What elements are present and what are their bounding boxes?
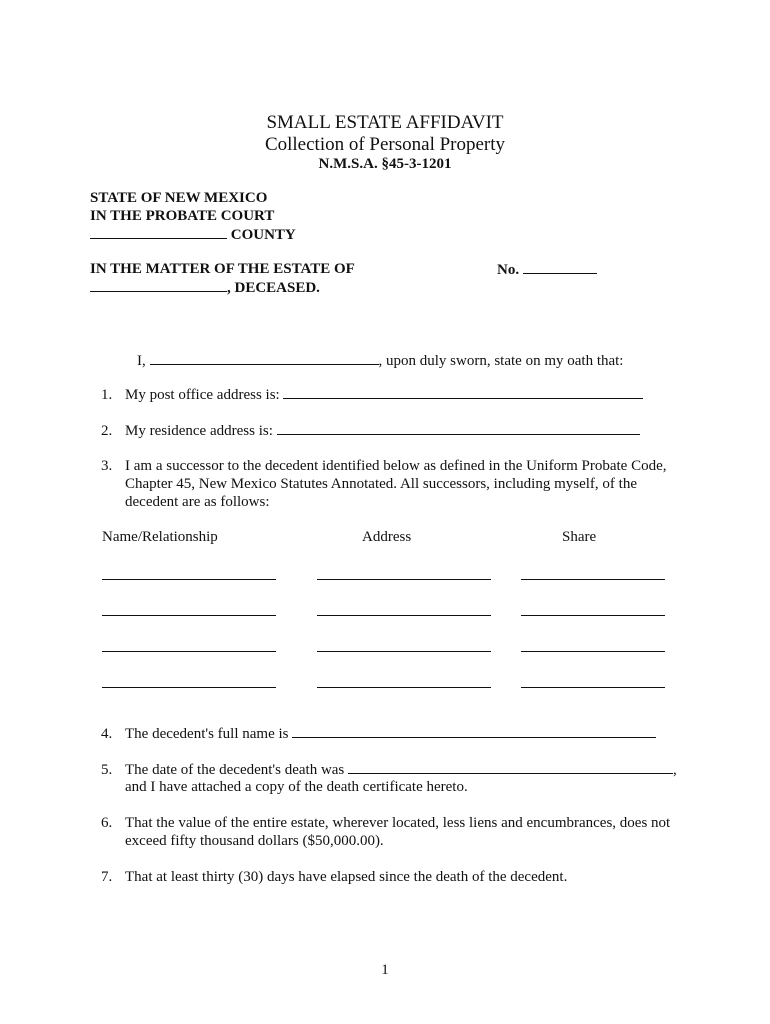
successor-row-4-share-blank[interactable] bbox=[521, 687, 665, 688]
court-line: IN THE PROBATE COURT bbox=[90, 208, 275, 224]
item-1 bbox=[101, 386, 643, 404]
successor-row-1-name-blank[interactable] bbox=[102, 579, 276, 580]
item-2-text: My residence address is: bbox=[125, 423, 273, 439]
item-3-number: 3. bbox=[101, 458, 113, 474]
residence-address-blank[interactable] bbox=[277, 422, 640, 435]
item-2-number: 2. bbox=[101, 423, 113, 439]
item-5-comma: , bbox=[673, 762, 677, 778]
item-3 bbox=[101, 458, 667, 475]
column-header-address: Address bbox=[362, 529, 412, 545]
successor-row-3-address-blank[interactable] bbox=[317, 651, 491, 652]
estate-matter-line: IN THE MATTER OF THE ESTATE OF bbox=[90, 261, 355, 277]
deceased-label: , DECEASED. bbox=[227, 280, 320, 296]
item-4-text: The decedent's full name is bbox=[125, 726, 289, 742]
case-number-label: No. bbox=[497, 262, 520, 278]
item-7-text: That at least thirty (30) days have elapsed since the death of the decedent. bbox=[125, 869, 568, 885]
item-6-text-line-2: exceed fifty thousand dollars ($50,000.00). bbox=[125, 833, 384, 849]
case-number-line bbox=[497, 261, 597, 279]
item-3-text-line-2: Chapter 45, New Mexico Statutes Annotated. All successors, including myself, of the bbox=[125, 476, 637, 492]
form-title: SMALL ESTATE AFFIDAVIT bbox=[266, 112, 504, 133]
column-header-share: Share bbox=[562, 529, 597, 545]
county-label: COUNTY bbox=[230, 227, 296, 243]
item-1-text: My post office address is: bbox=[125, 387, 280, 403]
item-2 bbox=[101, 422, 640, 440]
item-6-number: 6. bbox=[101, 815, 113, 831]
decedent-full-name-blank[interactable] bbox=[292, 725, 656, 738]
successor-row-4-address-blank[interactable] bbox=[317, 687, 491, 688]
item-5 bbox=[101, 761, 677, 779]
item-7-number: 7. bbox=[101, 869, 113, 885]
item-5-text-line-1: The date of the decedent's death was bbox=[125, 762, 345, 778]
column-header-name: Name/Relationship bbox=[102, 529, 218, 545]
state-line: STATE OF NEW MEXICO bbox=[90, 190, 268, 206]
item-5-number: 5. bbox=[101, 762, 113, 778]
successor-row-2-name-blank[interactable] bbox=[102, 615, 276, 616]
affiant-name-blank[interactable] bbox=[150, 352, 379, 365]
county-line bbox=[90, 226, 296, 244]
successor-row-1-address-blank[interactable] bbox=[317, 579, 491, 580]
oath-prefix: I, bbox=[137, 353, 146, 369]
successor-row-2-share-blank[interactable] bbox=[521, 615, 665, 616]
page-number: 1 bbox=[381, 962, 389, 978]
item-4 bbox=[101, 725, 656, 743]
item-1-number: 1. bbox=[101, 387, 113, 403]
successor-row-1-share-blank[interactable] bbox=[521, 579, 665, 580]
successor-row-3-share-blank[interactable] bbox=[521, 651, 665, 652]
case-number-blank[interactable] bbox=[523, 261, 597, 274]
item-6-text-line-1: That the value of the entire estate, wherever located, less liens and encumbrances, does not bbox=[125, 815, 671, 831]
post-office-address-blank[interactable] bbox=[283, 386, 643, 399]
successor-row-2-address-blank[interactable] bbox=[317, 615, 491, 616]
item-4-number: 4. bbox=[101, 726, 113, 742]
oath-suffix: , upon duly sworn, state on my oath that: bbox=[378, 353, 624, 369]
oath-line bbox=[137, 352, 623, 370]
date-of-death-blank[interactable] bbox=[348, 761, 673, 774]
statute-reference: N.M.S.A. §45-3-1201 bbox=[318, 156, 452, 172]
item-7 bbox=[101, 869, 567, 886]
deceased-name-blank[interactable] bbox=[90, 279, 227, 292]
county-blank[interactable] bbox=[90, 226, 227, 239]
item-6 bbox=[101, 815, 670, 832]
deceased-line bbox=[90, 279, 320, 297]
item-3-text-line-3: decedent are as follows: bbox=[125, 494, 270, 510]
item-5-text-line-2: and I have attached a copy of the death certificate hereto. bbox=[125, 779, 468, 795]
form-subtitle: Collection of Personal Property bbox=[264, 134, 506, 155]
item-3-text-line-1: I am a successor to the decedent identified below as defined in the Uniform Probate Code, bbox=[125, 458, 667, 474]
successor-row-4-name-blank[interactable] bbox=[102, 687, 276, 688]
successor-row-3-name-blank[interactable] bbox=[102, 651, 276, 652]
